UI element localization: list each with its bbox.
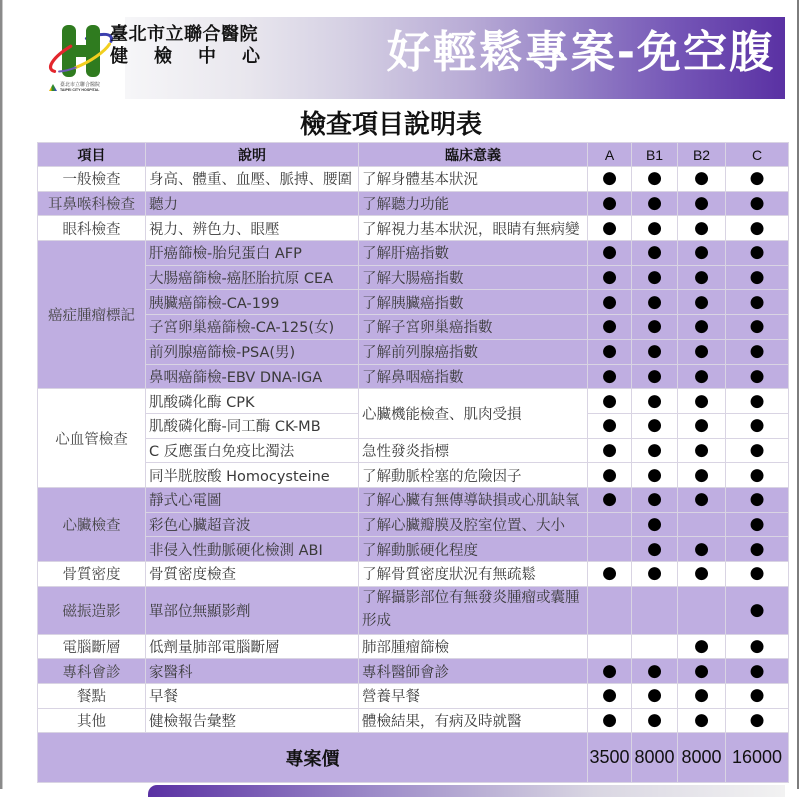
plan-a-cell: ● (588, 290, 632, 315)
plan-a-cell (588, 537, 632, 562)
price-plan-b1: 8000 (632, 733, 678, 783)
category-cell: 一般檢查 (38, 167, 146, 192)
column-header-plan-c: C (726, 143, 789, 167)
plan-b1-cell: ● (632, 659, 678, 684)
item-cell: 胰臟癌篩檢-CA-199 (146, 290, 359, 315)
table-row (38, 487, 789, 512)
plan-b2-cell: ● (678, 413, 726, 438)
category-cell: 骨質密度 (38, 562, 146, 587)
plan-a-cell: ● (588, 339, 632, 364)
plan-b1-cell: ● (632, 191, 678, 216)
meaning-cell: 了解鼻咽癌指數 (359, 364, 588, 389)
plan-b2-cell: ● (678, 364, 726, 389)
plan-a-cell: ● (588, 659, 632, 684)
plan-c-cell: ● (726, 241, 789, 266)
plan-b1-cell: ● (632, 413, 678, 438)
plan-b2-cell: ● (678, 216, 726, 241)
meaning-cell: 肺部腫瘤篩檢 (359, 634, 588, 659)
center-name-char: 檢 (154, 46, 172, 67)
item-cell: 肌酸磷化酶 CPK (146, 389, 359, 414)
meaning-cell: 了解胰臟癌指數 (359, 290, 588, 315)
plan-b1-cell: ● (632, 339, 678, 364)
column-header-category: 項目 (38, 143, 146, 167)
health-center-name (110, 46, 260, 68)
plan-a-cell: ● (588, 684, 632, 709)
category-cell: 癌症腫瘤標記 (38, 241, 146, 389)
meaning-cell: 營養早餐 (359, 684, 588, 709)
item-cell: 子宮卵巢癌篩檢-CA-125(女) (146, 315, 359, 340)
page-right-border (797, 0, 799, 789)
table-row (38, 389, 789, 414)
plan-b2-cell: ● (678, 265, 726, 290)
plan-a-cell: ● (588, 389, 632, 414)
plan-c-cell: ● (726, 562, 789, 587)
table-row (38, 315, 789, 340)
small-hospital-logo (49, 82, 113, 94)
item-cell: 鼻咽癌篩檢-EBV DNA-IGA (146, 364, 359, 389)
plan-a-cell: ● (588, 315, 632, 340)
plan-b1-cell: ● (632, 512, 678, 537)
item-cell: C 反應蛋白免疫比濁法 (146, 438, 359, 463)
plan-a-cell: ● (588, 216, 632, 241)
meaning-cell: 了解心臟瓣膜及腔室位置、大小 (359, 512, 588, 537)
plan-b1-cell: ● (632, 463, 678, 488)
plan-b2-cell: ● (678, 708, 726, 733)
meaning-cell: 了解攝影部位有無發炎腫瘤或囊腫形成 (359, 586, 588, 634)
plan-c-cell: ● (726, 537, 789, 562)
plan-c-cell: ● (726, 290, 789, 315)
plan-c-cell: ● (726, 586, 789, 634)
plan-a-cell: ● (588, 265, 632, 290)
plan-c-cell: ● (726, 634, 789, 659)
plan-c-cell: ● (726, 167, 789, 192)
plan-c-cell: ● (726, 463, 789, 488)
plan-b1-cell: ● (632, 167, 678, 192)
meaning-cell: 了解動脈栓塞的危險因子 (359, 463, 588, 488)
table-row (38, 708, 789, 733)
item-cell: 大腸癌篩檢-癌胚胎抗原 CEA (146, 265, 359, 290)
page-title: 檢查項目說明表 (300, 110, 483, 140)
column-header-plan-b1: B1 (632, 143, 678, 167)
plan-b1-cell: ● (632, 241, 678, 266)
plan-b2-cell: ● (678, 241, 726, 266)
column-header-item: 說明 (146, 143, 359, 167)
item-cell: 低劑量肺部電腦斷層 (146, 634, 359, 659)
plan-b1-cell (632, 586, 678, 634)
item-cell: 早餐 (146, 684, 359, 709)
meaning-cell: 了解視力基本狀況，眼睛有無病變 (359, 216, 588, 241)
meaning-cell: 心臟機能檢查、肌肉受損 (359, 389, 588, 438)
plan-b1-cell: ● (632, 487, 678, 512)
plan-c-cell: ● (726, 315, 789, 340)
item-cell: 靜式心電圖 (146, 487, 359, 512)
plan-c-cell: ● (726, 684, 789, 709)
table-row (38, 241, 789, 266)
plan-a-cell (588, 586, 632, 634)
table-row (38, 167, 789, 192)
category-cell: 心臟檢查 (38, 487, 146, 561)
plan-c-cell: ● (726, 339, 789, 364)
banner-title: 好輕鬆專案-免空腹 (386, 27, 775, 78)
item-cell: 視力、辨色力、眼壓 (146, 216, 359, 241)
plan-c-cell: ● (726, 487, 789, 512)
table-header-row (38, 143, 789, 167)
item-cell: 健檢報告彙整 (146, 708, 359, 733)
plan-c-cell: ● (726, 364, 789, 389)
plan-b2-cell: ● (678, 634, 726, 659)
category-cell: 眼科檢查 (38, 216, 146, 241)
item-cell: 同半胱胺酸 Homocysteine (146, 463, 359, 488)
plan-b2-cell: ● (678, 191, 726, 216)
plan-b1-cell: ● (632, 537, 678, 562)
item-cell: 非侵入性動脈硬化檢測 ABI (146, 537, 359, 562)
small-hospital-mark-icon (49, 84, 57, 91)
meaning-cell: 了解動脈硬化程度 (359, 537, 588, 562)
table-row (38, 438, 789, 463)
category-cell: 耳鼻喉科檢查 (38, 191, 146, 216)
table-row (38, 290, 789, 315)
plan-c-cell: ● (726, 512, 789, 537)
price-plan-c: 16000 (726, 733, 789, 783)
plan-b2-cell: ● (678, 389, 726, 414)
meaning-cell: 專科醫師會診 (359, 659, 588, 684)
plan-b2-cell: ● (678, 339, 726, 364)
item-cell: 身高、體重、血壓、脈搏、腰圍 (146, 167, 359, 192)
plan-b2-cell: ● (678, 659, 726, 684)
table-row (38, 463, 789, 488)
plan-b1-cell: ● (632, 438, 678, 463)
plan-b1-cell: ● (632, 684, 678, 709)
plan-b2-cell: ● (678, 684, 726, 709)
plan-b1-cell: ● (632, 265, 678, 290)
plan-b2-cell: ● (678, 438, 726, 463)
plan-b2-cell: ● (678, 315, 726, 340)
center-name-char: 中 (198, 46, 216, 67)
plan-a-cell (588, 634, 632, 659)
plan-b2-cell: ● (678, 167, 726, 192)
plan-a-cell: ● (588, 487, 632, 512)
category-cell: 專科會診 (38, 659, 146, 684)
meaning-cell: 了解子宮卵巢癌指數 (359, 315, 588, 340)
exam-items-table (37, 142, 789, 783)
price-row (38, 733, 789, 783)
plan-b1-cell: ● (632, 389, 678, 414)
plan-c-cell: ● (726, 708, 789, 733)
plan-c-cell: ● (726, 413, 789, 438)
meaning-cell: 了解心臟有無傳導缺損或心肌缺氧 (359, 487, 588, 512)
plan-b2-cell: ● (678, 463, 726, 488)
plan-b2-cell (678, 586, 726, 634)
plan-a-cell: ● (588, 438, 632, 463)
page-left-border-shade (2, 0, 3, 789)
plan-b2-cell: ● (678, 487, 726, 512)
item-cell: 肝癌篩檢-胎兒蛋白 AFP (146, 241, 359, 266)
meaning-cell: 了解聽力功能 (359, 191, 588, 216)
plan-b1-cell: ● (632, 562, 678, 587)
price-plan-b2: 8000 (678, 733, 726, 783)
plan-b2-cell (678, 512, 726, 537)
category-cell: 心血管檢查 (38, 389, 146, 488)
hospital-h-logo-icon (45, 15, 115, 85)
item-cell: 家醫科 (146, 659, 359, 684)
plan-a-cell: ● (588, 364, 632, 389)
plan-b1-cell (632, 634, 678, 659)
plan-b2-cell: ● (678, 562, 726, 587)
table-row (38, 339, 789, 364)
footer-gradient-bar (148, 785, 785, 797)
plan-b2-cell: ● (678, 537, 726, 562)
plan-b1-cell: ● (632, 216, 678, 241)
table-row (38, 586, 789, 634)
item-cell: 聽力 (146, 191, 359, 216)
meaning-cell: 體檢結果，有病及時就醫 (359, 708, 588, 733)
item-cell: 彩色心臟超音波 (146, 512, 359, 537)
table-row (38, 191, 789, 216)
plan-a-cell: ● (588, 241, 632, 266)
table-row (38, 216, 789, 241)
plan-a-cell: ● (588, 562, 632, 587)
plan-a-cell: ● (588, 191, 632, 216)
category-cell: 磁振造影 (38, 586, 146, 634)
category-cell: 電腦斷層 (38, 634, 146, 659)
plan-a-cell: ● (588, 167, 632, 192)
small-logo-text-zh: 臺北市立聯合醫院 (60, 82, 101, 88)
plan-a-cell (588, 512, 632, 537)
column-header-meaning: 臨床意義 (359, 143, 588, 167)
table-row (38, 537, 789, 562)
small-logo-text-en: TAIPEI CITY HOSPITAL (60, 88, 100, 92)
table-row (38, 634, 789, 659)
table-row (38, 659, 789, 684)
plan-c-cell: ● (726, 216, 789, 241)
meaning-cell: 了解前列腺癌指數 (359, 339, 588, 364)
table-row (38, 512, 789, 537)
table-row (38, 562, 789, 587)
plan-b1-cell: ● (632, 315, 678, 340)
item-cell: 骨質密度檢查 (146, 562, 359, 587)
plan-b1-cell: ● (632, 708, 678, 733)
meaning-cell: 急性發炎指標 (359, 438, 588, 463)
item-cell: 單部位無顯影劑 (146, 586, 359, 634)
meaning-cell: 了解身體基本狀況 (359, 167, 588, 192)
item-cell: 前列腺癌篩檢-PSA(男) (146, 339, 359, 364)
category-cell: 餐點 (38, 684, 146, 709)
column-header-plan-b2: B2 (678, 143, 726, 167)
plan-c-cell: ● (726, 265, 789, 290)
plan-c-cell: ● (726, 191, 789, 216)
table-row (38, 265, 789, 290)
category-cell: 其他 (38, 708, 146, 733)
meaning-cell: 了解大腸癌指數 (359, 265, 588, 290)
meaning-cell: 了解肝癌指數 (359, 241, 588, 266)
table-row (38, 684, 789, 709)
plan-a-cell: ● (588, 463, 632, 488)
plan-a-cell: ● (588, 413, 632, 438)
meaning-cell: 了解骨質密度狀況有無疏鬆 (359, 562, 588, 587)
plan-b2-cell: ● (678, 290, 726, 315)
center-name-char: 心 (242, 46, 260, 67)
center-name-char: 健 (110, 46, 128, 67)
plan-c-cell: ● (726, 659, 789, 684)
hospital-name: 臺北市立聯合醫院 (110, 24, 258, 45)
item-cell: 肌酸磷化酶-同工酶 CK-MB (146, 413, 359, 438)
price-label: 專案價 (38, 733, 588, 783)
plan-b1-cell: ● (632, 364, 678, 389)
table-row (38, 364, 789, 389)
price-plan-a: 3500 (588, 733, 632, 783)
plan-c-cell: ● (726, 438, 789, 463)
plan-c-cell: ● (726, 389, 789, 414)
column-header-plan-a: A (588, 143, 632, 167)
plan-a-cell: ● (588, 708, 632, 733)
plan-b1-cell: ● (632, 290, 678, 315)
